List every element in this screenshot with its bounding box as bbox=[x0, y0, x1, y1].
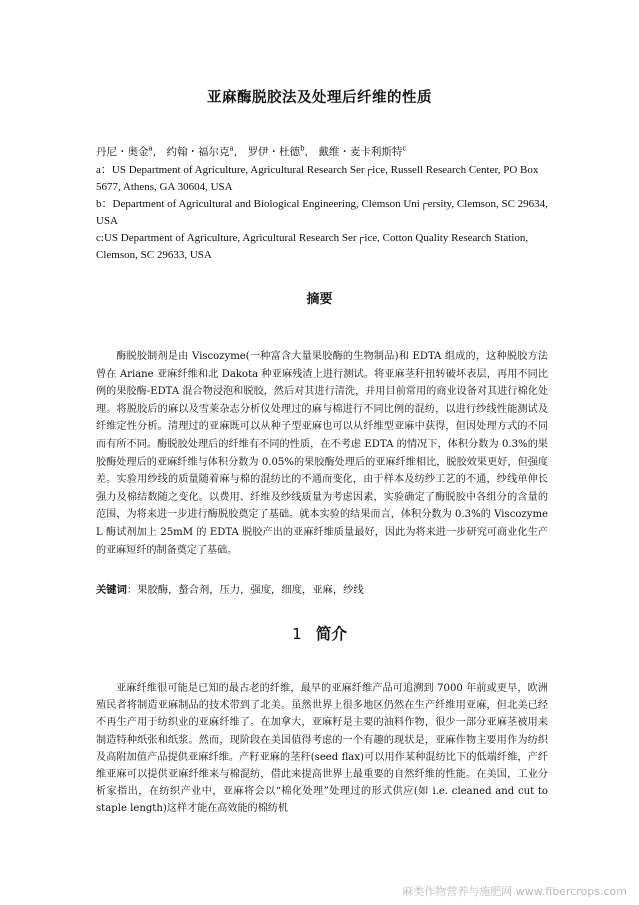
author-name: 丹尼・奥金 bbox=[96, 146, 149, 158]
affiliation-b: b：Department of Agricultural and Biological Engineering, Clemson Uni┌ersity, Clemson, SC 29634, USA bbox=[96, 198, 548, 227]
section-title: 简介 bbox=[315, 625, 347, 643]
author-affiliation-mark: c bbox=[402, 144, 407, 153]
keywords-label: 关键词 bbox=[96, 584, 127, 596]
keywords-list: ：果胶酶，螯合剂，压力，强度，细度，亚麻，纱线 bbox=[126, 584, 364, 596]
author-affiliation-mark: a bbox=[229, 144, 234, 153]
section-heading bbox=[0, 622, 639, 644]
affiliation-c: c:US Department of Agriculture, Agricultural Research Ser┌ice, Cotton Quality Research Station, Clemson, SC 29633, USA bbox=[96, 232, 529, 261]
author-name: 约翰・福尔克 bbox=[166, 146, 230, 158]
abstract-text: 酶脱胶制剂是由 Viscozyme(一种富含大量果胶酶的生物制品)和 EDTA 组成的，这种脱胶方法曾在 Ariane 亚麻纤维和北 Dakota 种亚麻残渣上进行测试。将亚麻茎秆扭转破坏表层，再用不同比例的果胶酶-EDTA 混合物浸泡和脱胶，然后对其进行清洗，并用目前常用的商业设备对其进行棉化处理。将脱胶后的麻以及雪莱杂志分析仪处理过的麻与棉进行不同比例的混纺，以进行纱线性能测试及纤维定性分析。清理过的亚麻既可以从种子型亚麻也可以从纤维型亚麻中获得，但因处理方式的不同而有所不同。酶脱胶处理后的纤维有不同的性质，在不考虑 EDTA 的情况下，体积分数为 0.3%的果胶酶处理后的亚麻纤维与体积分数为 0.05%的果胶酶处理后的亚麻纤维相比，脱胶效果更好，但强度差。实验用纱线的质量随着麻与棉的混纺比的不通而变化，由于样本及纺纱工艺的不通，纱线单伸长强力及棉结数随之变化。以费用、纤维及纱线质量为考虑因素，实验确定了酶脱胶中各组分的含量的范围，为将来进一步进行酶脱胶奠定了基础。就本实验的结果而言，体积分数为 0.3%的 Viscozyme L 酶试剂加上 25mM 的 EDTA 脱胶产出的亚麻纤维质量最好，因此为将来进一步研究可商业化生产的亚麻短纤的制备奠定了基础。 bbox=[96, 351, 548, 556]
watermark: 麻类作物营养与施肥网 www.fibercrops.com bbox=[402, 885, 627, 898]
keywords bbox=[96, 581, 364, 596]
section-number: 1 bbox=[292, 625, 302, 643]
author-list: 丹尼・奥金$^a$， 约翰・福尔克$^a$， 罗伊・杜德$^b$， 戴维・麦卡利斯特$^c$ bbox=[96, 144, 407, 158]
paper-title: 亚麻酶脱胶法及处理后纤维的性质 bbox=[207, 90, 432, 106]
author-affiliation-mark: a bbox=[148, 144, 153, 153]
author-name: 罗伊・杜德 bbox=[247, 146, 301, 158]
affiliation-a: a：US Department of Agriculture, Agricultural Research Ser┌ice, Russell Research Center, PO Box 5677, Athens, GA 30604, USA bbox=[96, 164, 539, 193]
author-name: 戴维・麦卡利斯特 bbox=[318, 146, 403, 158]
intro-text: 亚麻纤维很可能是已知的最古老的纤维，最早的亚麻纤维产品可追溯到 7000 年前或更早，欧洲殖民者将制造亚麻制品的技术带到了北美。虽然世界上很多地区仍然在生产纤维用亚麻，但北美已经不再生产用于纺织业的亚麻纤维了。在加拿大，亚麻籽是主要的油料作物，很少一部分亚麻茎被用来制造特种纸张和纸浆。然而，现阶段在美国值得考虑的一个有趣的现状是，亚麻作物主要用作为纺织及高附加值产品提供亚麻纤维。产籽亚麻的茎秆(seed flax)可以用作某种混纺比下的低端纤维，产纤维亚麻可以提供亚麻纤维来与棉混纺，借此来提高世界上最重要的自然纤维的性能。在美国，工业分析家指出，在纺织产业中，亚麻将会以“棉化处理”处理过的形式供应(如 i.e. cleaned and cut to staple length)这样才能在高效能的棉纺机 bbox=[96, 683, 548, 815]
author-affiliation-mark: b bbox=[300, 144, 305, 153]
abstract-heading: 摘要 bbox=[306, 292, 333, 307]
